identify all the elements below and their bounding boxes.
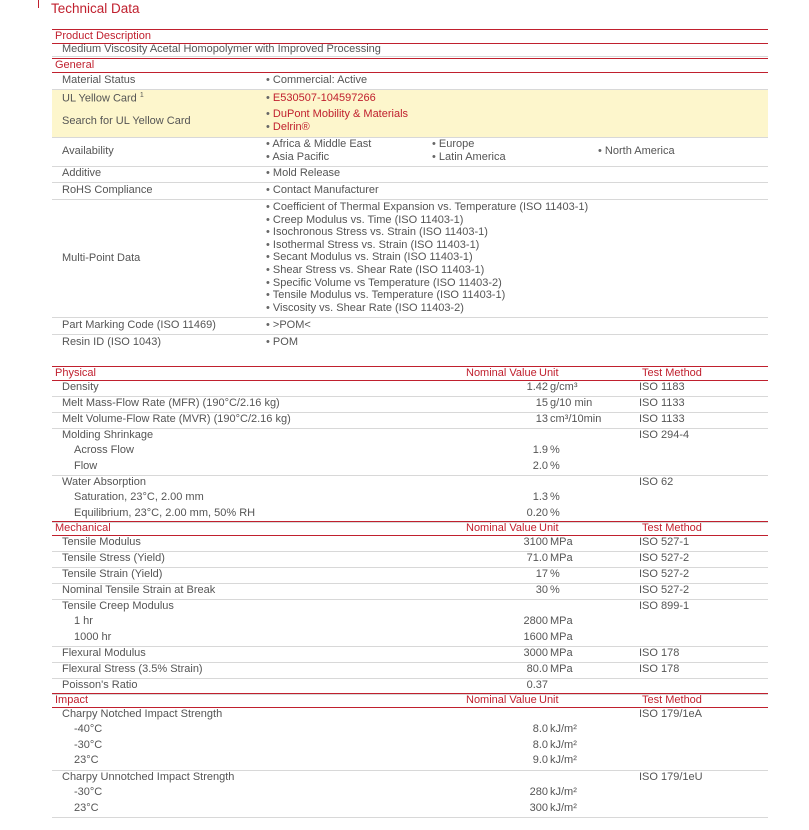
multipoint-item: • Coefficient of Thermal Expansion vs. Temperature (ISO 11403-1) [266, 201, 589, 213]
unit-value: kJ/m² [550, 739, 577, 751]
unit-value: % [550, 568, 560, 580]
table-row [52, 381, 768, 397]
nominal-value: 1.9 [532, 444, 548, 456]
unit-value: MPa [550, 631, 573, 643]
property-label: Flexural Stress (3.5% Strain) [62, 663, 203, 675]
test-method: ISO 527-2 [639, 552, 690, 564]
property-label: Water Absorption [62, 476, 146, 488]
test-method: ISO 178 [639, 663, 680, 675]
page-title: Technical Data [51, 1, 140, 16]
column-unit: Unit [539, 367, 559, 379]
condition-label: -40°C [74, 723, 103, 735]
test-method: ISO 179/1eU [639, 771, 703, 783]
unit-value: kJ/m² [550, 754, 577, 766]
table-row [52, 413, 768, 429]
impact-header [52, 693, 768, 708]
part-marking-row [52, 318, 768, 335]
row-label: UL Yellow Card $^1$ [62, 92, 144, 105]
nominal-value: 300 [529, 802, 548, 814]
mechanical-header [52, 521, 768, 536]
condition-label: 1000 hr [74, 631, 112, 643]
material-status-row [52, 73, 768, 90]
property-label: Density [62, 381, 99, 393]
test-method: ISO 178 [639, 647, 680, 659]
condition-label: 23°C [74, 802, 99, 814]
unit-value: % [550, 491, 560, 503]
table-row [52, 663, 768, 679]
row-label: Additive [62, 167, 102, 179]
table-row [52, 584, 768, 600]
table-row [52, 429, 768, 476]
region: • North America [598, 145, 675, 157]
nominal-value: 3100 [523, 536, 548, 548]
nominal-value: 15 [535, 397, 548, 409]
nominal-value: 13 [535, 413, 548, 425]
table-row [52, 552, 768, 568]
section-title: Mechanical [55, 522, 111, 534]
search-ul-row [52, 107, 768, 138]
unit-value: kJ/m² [550, 786, 577, 798]
region: • Africa & Middle East [266, 138, 372, 150]
test-method: ISO 294-4 [639, 429, 690, 441]
condition-label: Saturation, 23°C, 2.00 mm [74, 491, 204, 503]
property-label: Nominal Tensile Strain at Break [62, 584, 216, 596]
column-nominal-value: Nominal Value [466, 694, 537, 706]
property-label: Poisson's Ratio [62, 679, 138, 691]
table-row [52, 771, 768, 818]
test-method: ISO 527-2 [639, 584, 690, 596]
row-value: • Contact Manufacturer [266, 184, 379, 196]
nominal-value: 8.0 [532, 723, 548, 735]
property-label: Charpy Notched Impact Strength [62, 708, 223, 720]
unit-value: kJ/m² [550, 802, 577, 814]
ul-yellow-card-row [52, 90, 768, 108]
multipoint-item: • Tensile Modulus vs. Temperature (ISO 11403-1) [266, 289, 506, 301]
section-title: Physical [55, 367, 96, 379]
region: • Asia Pacific [266, 151, 330, 163]
row-label: Availability [62, 145, 114, 157]
column-unit: Unit [539, 522, 559, 534]
column-test-method: Test Method [642, 522, 702, 534]
unit-value: MPa [550, 663, 573, 675]
property-label: Tensile Strain (Yield) [62, 568, 163, 580]
test-method: ISO 899-1 [639, 600, 690, 612]
property-label: Tensile Stress (Yield) [62, 552, 165, 564]
nominal-value: 1.3 [532, 491, 548, 503]
rohs-row [52, 183, 768, 200]
nominal-value: 8.0 [532, 739, 548, 751]
nominal-value: 0.37 [526, 679, 548, 691]
test-method: ISO 1133 [639, 397, 685, 409]
property-label: Charpy Unnotched Impact Strength [62, 771, 235, 783]
property-label: Melt Volume-Flow Rate (MVR) (190°C/2.16 kg) [62, 413, 291, 425]
multipoint-item: • Specific Volume vs Temperature (ISO 11403-2) [266, 277, 502, 289]
region: • Europe [432, 138, 475, 150]
condition-label: Equilibrium, 23°C, 2.00 mm, 50% RH [74, 507, 256, 519]
ul-search-link[interactable]: • DuPont Mobility & Materials [266, 108, 409, 120]
table-row [52, 568, 768, 584]
nominal-value: 9.0 [532, 754, 548, 766]
column-test-method: Test Method [642, 694, 702, 706]
row-label: RoHS Compliance [62, 184, 153, 196]
test-method: ISO 527-1 [639, 536, 690, 548]
ul-search-link[interactable]: • Delrin® [266, 121, 310, 133]
condition-label: Across Flow [74, 444, 134, 456]
region: • Latin America [432, 151, 506, 163]
unit-value: kJ/m² [550, 723, 577, 735]
row-value: • Mold Release [266, 167, 341, 179]
nominal-value: 1.42 [526, 381, 548, 393]
test-method: ISO 1133 [639, 413, 685, 425]
resin-id-row [52, 335, 768, 351]
row-label: Material Status [62, 74, 136, 86]
column-nominal-value: Nominal Value [466, 367, 537, 379]
title-accent [38, 0, 39, 8]
unit-value: MPa [550, 647, 573, 659]
condition-label: -30°C [74, 739, 103, 751]
unit-value: MPa [550, 536, 573, 548]
condition-label: 23°C [74, 754, 99, 766]
multipoint-row [52, 200, 768, 318]
table-row [52, 397, 768, 413]
condition-label: -30°C [74, 786, 103, 798]
nominal-value: 0.20 [526, 507, 548, 519]
row-value: • POM [266, 336, 298, 348]
product-description: Medium Viscosity Acetal Homopolymer with Improved Processing [62, 43, 381, 55]
availability-row [52, 138, 768, 167]
general-header [52, 58, 768, 73]
condition-label: Flow [74, 460, 98, 472]
nominal-value: 3000 [523, 647, 548, 659]
nominal-value: 280 [529, 786, 548, 798]
test-method: ISO 62 [639, 476, 674, 488]
row-label: Search for UL Yellow Card [62, 115, 191, 127]
nominal-value: 80.0 [526, 663, 548, 675]
ul-card-link[interactable]: • E530507-104597266 [266, 92, 376, 104]
nominal-value: 1600 [523, 631, 548, 643]
nominal-value: 71.0 [526, 552, 548, 564]
nominal-value: 2800 [523, 615, 548, 627]
unit-value: % [550, 444, 560, 456]
multipoint-item: • Isothermal Stress vs. Strain (ISO 11403-1) [266, 239, 480, 251]
unit-value: MPa [550, 552, 573, 564]
unit-value: % [550, 584, 560, 596]
row-value: • Commercial: Active [266, 74, 368, 86]
unit-value: g/cm³ [550, 381, 578, 393]
unit-value: % [550, 507, 560, 519]
row-label: Resin ID (ISO 1043) [62, 336, 162, 348]
row-label: Multi-Point Data [62, 252, 141, 264]
table-row [52, 708, 768, 771]
physical-header [52, 366, 768, 381]
table-row [52, 647, 768, 663]
nominal-value: 2.0 [532, 460, 548, 472]
unit-value: g/10 min [550, 397, 593, 409]
property-label: Tensile Modulus [62, 536, 141, 548]
property-label: Molding Shrinkage [62, 429, 154, 441]
unit-value: % [550, 460, 560, 472]
multipoint-item: • Isochronous Stress vs. Strain (ISO 11403-1) [266, 226, 488, 238]
product-description-header [52, 29, 768, 44]
multipoint-item: • Viscosity vs. Shear Rate (ISO 11403-2) [266, 302, 464, 314]
additive-row [52, 166, 768, 183]
test-method: ISO 527-2 [639, 568, 690, 580]
property-label: Flexural Modulus [62, 647, 146, 659]
column-unit: Unit [539, 694, 559, 706]
section-title: Product Description [55, 30, 151, 42]
multipoint-item: • Secant Modulus vs. Strain (ISO 11403-1) [266, 251, 473, 263]
unit-value: MPa [550, 615, 573, 627]
property-label: Tensile Creep Modulus [62, 600, 174, 612]
nominal-value: 30 [535, 584, 548, 596]
multipoint-item: • Shear Stress vs. Shear Rate (ISO 11403-1) [266, 264, 485, 276]
unit-value: cm³/10min [550, 413, 602, 425]
condition-label: 1 hr [74, 615, 93, 627]
test-method: ISO 1183 [639, 381, 685, 393]
table-row [52, 536, 768, 552]
column-nominal-value: Nominal Value [466, 522, 537, 534]
nominal-value: 17 [535, 568, 548, 580]
property-label: Melt Mass-Flow Rate (MFR) (190°C/2.16 kg) [62, 397, 280, 409]
table-row [52, 600, 768, 647]
test-method: ISO 179/1eA [639, 708, 702, 720]
row-label: Part Marking Code (ISO 11469) [62, 319, 216, 331]
row-value: • >POM< [266, 319, 311, 331]
table-row [52, 476, 768, 523]
section-title: Impact [55, 694, 89, 706]
section-title: General [55, 59, 95, 71]
product-description-row [52, 43, 768, 57]
multipoint-item: • Creep Modulus vs. Time (ISO 11403-1) [266, 214, 464, 226]
column-test-method: Test Method [642, 367, 702, 379]
